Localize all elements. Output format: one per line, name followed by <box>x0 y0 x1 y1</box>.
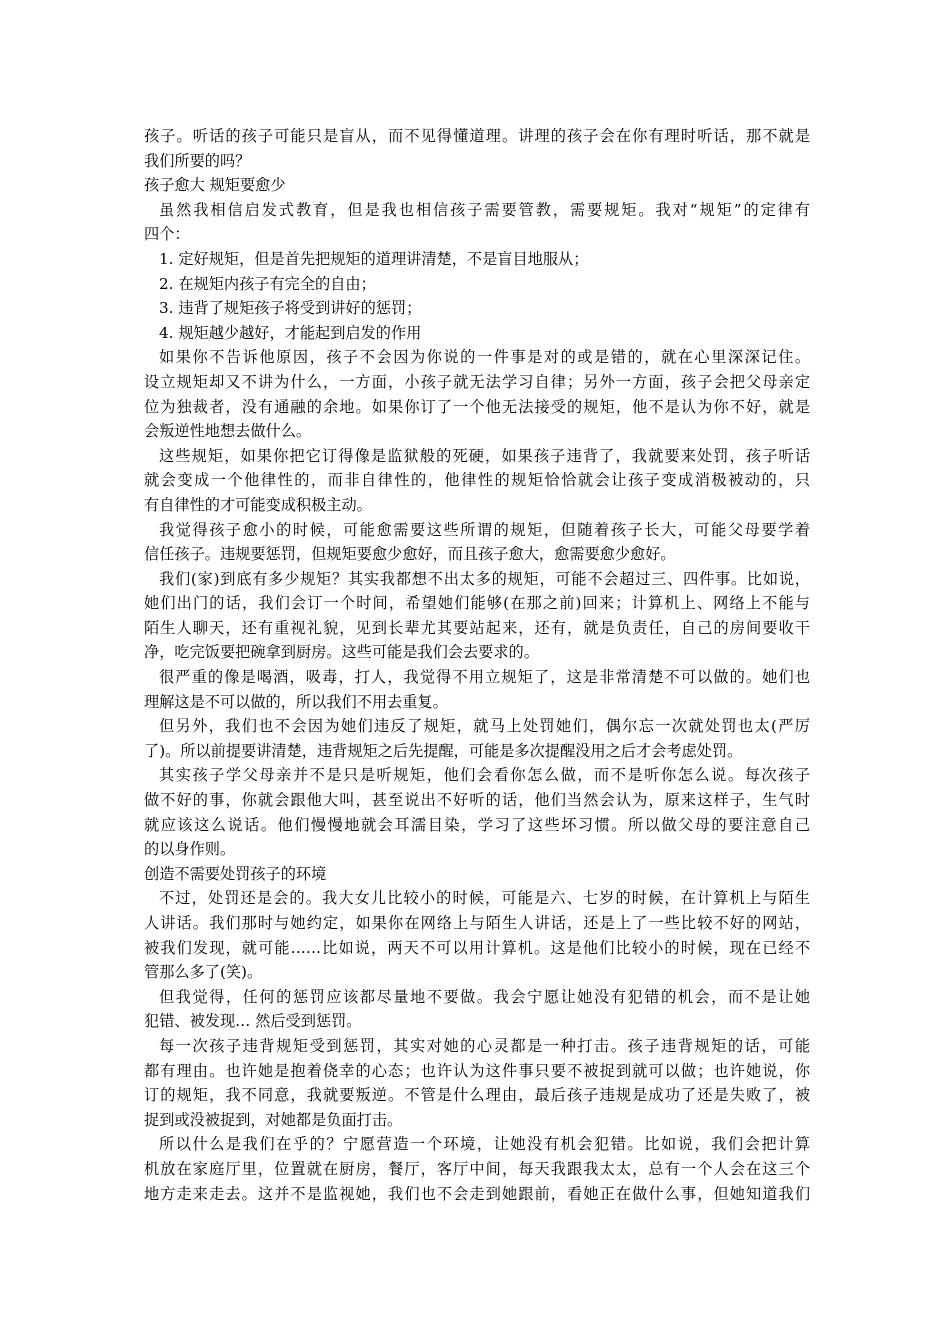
text-line: 她们出门的话，我们会订一个时间，希望她们能够(在那之前)回来；计算机上、网络上不能与 <box>144 594 810 613</box>
text-line: 我们(家)到底有多少规矩？其实我都想不出太多的规矩，可能不会超过三、四件事。比如说， <box>159 569 810 588</box>
text-line: 1. 定好规矩，但是首先把规矩的道理讲清楚，不是盲目地服从； <box>159 249 589 268</box>
text-line: 信任孩子。违规要惩罚，但规矩要愈少愈好，而且孩子愈大，愈需要愈少愈好。 <box>144 545 676 564</box>
text-line: 每一次孩子违背规矩受到惩罚，其实对她的心灵都是一种打击。孩子违背规矩的话，可能 <box>159 1036 810 1055</box>
text-line: 理解这是不可以做的，所以我们不用去重复。 <box>144 692 448 711</box>
text-line: 所以什么是我们在乎的？宁愿营造一个环境，让她没有机会犯错。比如说，我们会把计算 <box>159 1135 810 1154</box>
text-line: 4. 规矩越少越好，才能起到启发的作用 <box>159 323 422 342</box>
text-line: 2. 在规矩内孩子有完全的自由； <box>159 274 376 293</box>
text-line: 都有理由。也许她是抱着侥幸的心态；也许认为这件事只要不被捉到就可以做；也许她说，你 <box>144 1061 810 1080</box>
text-line: 但我觉得，任何的惩罚应该都尽量地不要做。我会宁愿让她没有犯错的机会，而不是让她 <box>159 987 810 1006</box>
text-line: 如果你不告诉他原因，孩子不会因为你说的一件事是对的或是错的，就在心里深深记住。 <box>159 348 810 367</box>
text-line: 这些规矩，如果你把它订得像是监狱般的死硬，如果孩子违背了，我就要来处罚，孩子听话 <box>159 446 810 465</box>
text-line: 我们所要的吗？ <box>144 151 251 170</box>
text-line: 了)。所以前提要讲清楚，违背规矩之后先提醒，可能是多次提醒没用之后才会考虑处罚。 <box>144 741 743 760</box>
text-line: 我觉得孩子愈小的时候，可能愈需要这些所谓的规矩，但随着孩子长大，可能父母要学着 <box>159 520 810 539</box>
text-line: 很严重的像是喝酒，吸毒，打人，我觉得不用立规矩了，这是非常清楚不可以做的。她们也 <box>159 668 810 687</box>
text-line: 但另外，我们也不会因为她们违反了规矩，就马上处罚她们，偶尔忘一次就处罚也太(严厉 <box>159 717 810 736</box>
text-line: 订的规矩，我不同意，我就要叛逆。不管是什么理由，最后孩子违规是成功了还是失败了，被 <box>144 1086 810 1105</box>
text-line: 虽然我相信启发式教育，但是我也相信孩子需要管教，需要规矩。我对“规矩”的定律有 <box>159 200 810 219</box>
text-line: 四个： <box>144 225 190 244</box>
text-line: 设立规矩却又不讲为什么，一方面，小孩子就无法学习自律；另外一方面，孩子会把父母亲定 <box>144 372 810 391</box>
text-line: 不过，处罚还是会的。我大女儿比较小的时候，可能是六、七岁的时候，在计算机上与陌生 <box>159 889 810 908</box>
text-line: 管那么多了(笑)。 <box>144 963 263 982</box>
text-line: 就应该这么说话。他们慢慢地就会耳濡目染，学习了这些坏习惯。所以做父母的要注意自己 <box>144 815 810 834</box>
text-line: 做不好的事，你就会跟他大叫，甚至说出不好听的话，他们当然会认为，原来这样子，生气时 <box>144 791 810 810</box>
text-line: 有自律性的才可能变成积极主动。 <box>144 495 372 514</box>
text-line: 犯错、被发现… 然后受到惩罚。 <box>144 1012 362 1031</box>
text-line: 其实孩子学父母亲并不是只是听规矩，他们会看你怎么做，而不是听你怎么说。每次孩子 <box>159 766 810 785</box>
text-line: 净，吃完饭要把碗拿到厨房。这些可能是我们会去要求的。 <box>144 643 539 662</box>
text-line: 地方走来走去。这并不是监视她，我们也不会走到她跟前，看她正在做什么事，但她知道我们 <box>144 1184 810 1203</box>
text-line: 会叛逆性地想去做什么。 <box>144 422 312 441</box>
text-line: 机放在家庭厅里，位置就在厨房，餐厅，客厅中间，每天我跟我太太，总有一个人会在这三个 <box>144 1159 810 1178</box>
document-body <box>144 124 810 1206</box>
text-line: 就会变成一个他律性的，而非自律性的，他律性的规矩恰恰就会让孩子变成消极被动的，只 <box>144 471 810 490</box>
text-line: 人讲话。我们那时与她约定，如果你在网络上与陌生人讲话，还是上了一些比较不好的网站， <box>144 914 810 932</box>
text-line: 孩子。听话的孩子可能只是盲从，而不见得懂道理。讲理的孩子会在你有理时听话，那不就是 <box>144 127 810 145</box>
text-line: 孩子愈大 规矩要愈少 <box>144 176 286 195</box>
text-line: 创造不需要处罚孩子的环境 <box>144 864 327 883</box>
text-line: 位为独裁者，没有通融的余地。如果你订了一个他无法接受的规矩，他不是认为你不好，就是 <box>144 397 810 416</box>
text-line: 3. 违背了规矩孩子将受到讲好的惩罚； <box>159 299 422 318</box>
text-line: 的以身作则。 <box>144 840 236 859</box>
text-line: 捉到或没被捉到，对她都是负面打击。 <box>144 1110 403 1129</box>
text-line: 陌生人聊天，还有重视礼貌，见到长辈尤其要站起来，还有，就是负责任，自己的房间要收干 <box>144 618 810 637</box>
text-line: 被我们发现，就可能……比如说，两天不可以用计算机。这是他们比较小的时候，现在已经不 <box>144 938 810 957</box>
